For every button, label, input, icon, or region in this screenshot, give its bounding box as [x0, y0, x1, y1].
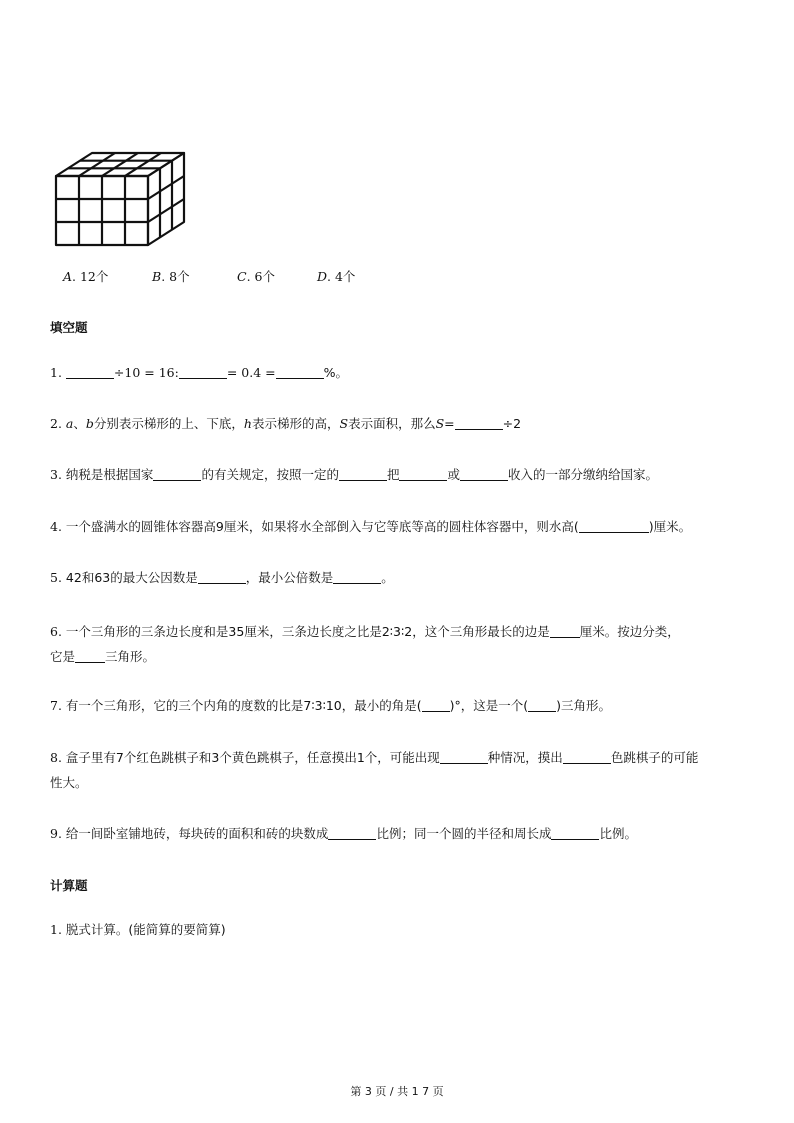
cube-figure — [52, 150, 192, 250]
question-fill-3: 3. 纳税是根据国家 的有关规定，按照一定的 把 或 收入的一部分缴纳给国家。 — [50, 467, 658, 482]
question-calc-1: 1. 脱式计算。(能简算的要简算) — [50, 922, 226, 937]
question-fill-5: 5. 42和63的最大公因数是 ，最小公倍数是 。 — [50, 570, 394, 585]
answer-blank[interactable] — [551, 825, 599, 840]
answer-blank[interactable] — [440, 749, 488, 764]
answer-blank[interactable] — [333, 569, 381, 584]
answer-blank[interactable] — [179, 364, 227, 379]
option-b: B. 8个 — [152, 269, 190, 284]
page-footer: 第 3 页 / 共 1 7 页 — [350, 1085, 444, 1098]
question-fill-1: 1. ÷10 = 16: = 0.4 = %。 — [50, 365, 349, 380]
answer-blank[interactable] — [422, 697, 450, 712]
answer-blank[interactable] — [153, 466, 201, 481]
option-d: D. 4个 — [317, 269, 356, 284]
answer-blank[interactable] — [399, 466, 447, 481]
answer-blank[interactable] — [339, 466, 387, 481]
answer-blank[interactable] — [455, 415, 503, 430]
question-fill-9: 9. 给一间卧室铺地砖，每块砖的面积和砖的块数成 比例；同一个圆的半径和周长成 比例。 — [50, 826, 637, 841]
option-a: A. 12个 — [63, 269, 109, 284]
answer-blank[interactable] — [66, 364, 114, 379]
answer-blank[interactable] — [550, 623, 580, 638]
section-title-calc: 计算题 — [50, 878, 88, 893]
answer-blank[interactable] — [579, 518, 649, 533]
section-title-fill: 填空题 — [50, 320, 88, 335]
answer-blank[interactable] — [198, 569, 246, 584]
answer-blank[interactable] — [75, 648, 105, 663]
question-fill-6-line2: 它是 三角形。 — [50, 649, 156, 664]
question-fill-4: 4. 一个盛满水的圆锥体容器高9厘米，如果将水全部倒入与它等底等高的圆柱体容器中，则水高( )厘米。 — [50, 519, 692, 534]
question-fill-6: 6. 一个三角形的三条边长度和是35厘米，三条边长度之比是2∶3∶2，这个三角形最长的边是 厘米。按边分类， — [50, 624, 680, 639]
question-fill-2: 2. a、b分别表示梯形的上、下底，h表示梯形的高，S表示面积，那么S= ÷2 — [50, 416, 522, 431]
choice-options — [63, 267, 563, 285]
option-c: C. 6个 — [237, 269, 275, 284]
question-fill-7: 7. 有一个三角形，它的三个内角的度数的比是7∶3∶10，最小的角是( )°，这是一个( )三角形。 — [50, 698, 612, 713]
question-fill-8-line2: 性大。 — [50, 775, 88, 790]
answer-blank[interactable] — [563, 749, 611, 764]
question-fill-8: 8. 盒子里有7个红色跳棋子和3个黄色跳棋子，任意摸出1个，可能出现 种情况，摸出 色跳棋子的可能 — [50, 750, 699, 765]
answer-blank[interactable] — [528, 697, 556, 712]
answer-blank[interactable] — [460, 466, 508, 481]
answer-blank[interactable] — [328, 825, 376, 840]
answer-blank[interactable] — [276, 364, 324, 379]
